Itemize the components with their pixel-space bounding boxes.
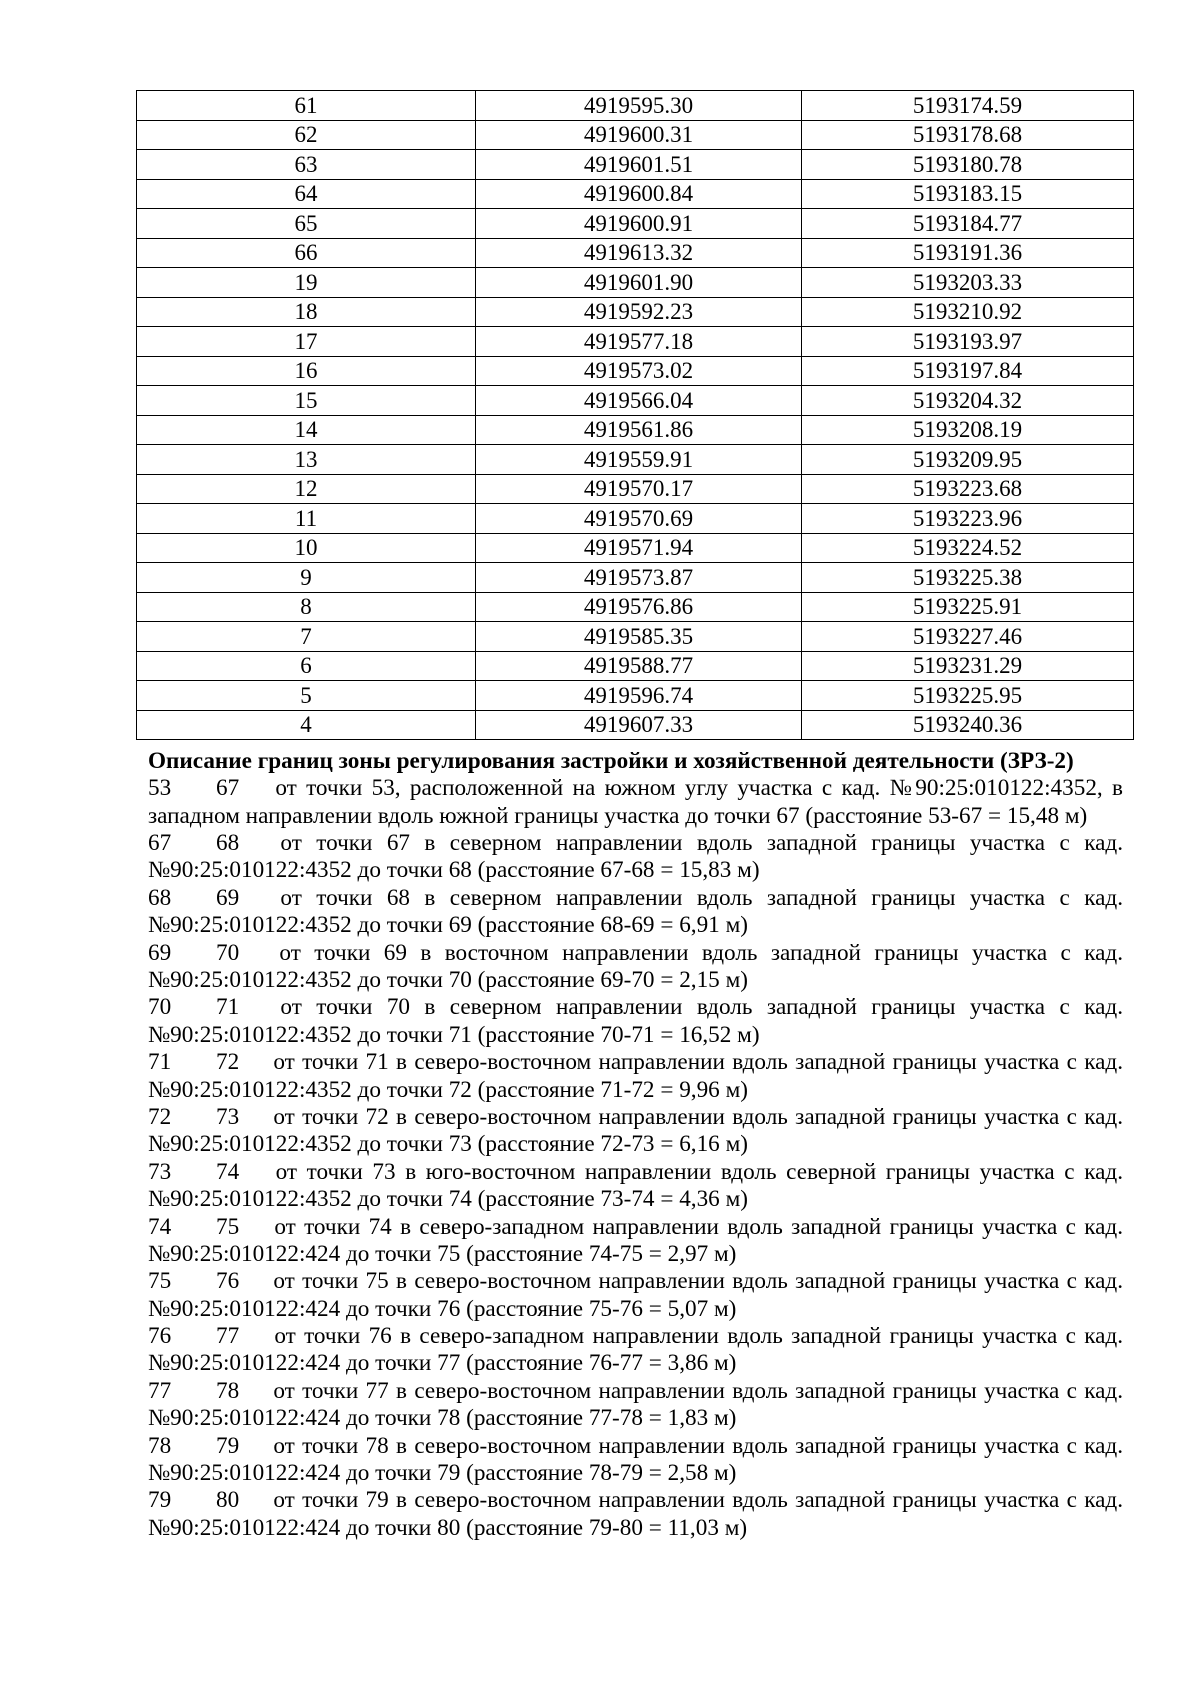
boundary-entry bbox=[148, 1268, 1123, 1323]
x-coordinate-cell: 4919601.90 bbox=[476, 268, 802, 298]
x-coordinate-cell: 4919573.02 bbox=[476, 356, 802, 386]
entry-text: от точки 76 в северо-западном направлении вдоль западной границы участка с кад. №90:25:010122:424 до точки 77 (расстояние 76-77 = 3,86 м) bbox=[148, 1323, 1124, 1377]
entry-text: от точки 67 в северном направлении вдоль западной границы участка с кад. №90:25:010122:4352 до точки 68 (расстояние 67-68 = 15,83 м) bbox=[148, 830, 1123, 884]
entry-text: от точки 73 в юго-восточном направлении вдоль северной границы участка с кад. №90:25:010122:4352 до точки 74 (расстояние 73-74 = 4,36 м) bbox=[148, 1158, 1123, 1213]
table-row bbox=[137, 150, 1134, 180]
entry-from-point: 76 bbox=[148, 1323, 172, 1350]
table-row bbox=[137, 474, 1134, 504]
boundary-entry bbox=[148, 1378, 1123, 1433]
x-coordinate-cell: 4919592.23 bbox=[476, 297, 802, 327]
point-number-cell: 17 bbox=[137, 327, 476, 357]
y-coordinate-cell: 5193223.68 bbox=[802, 474, 1134, 504]
x-coordinate-cell: 4919576.86 bbox=[476, 592, 802, 622]
entry-to-point: 73 bbox=[216, 1103, 240, 1130]
table-row bbox=[137, 710, 1134, 740]
table-row bbox=[137, 415, 1134, 445]
entry-from-point: 73 bbox=[148, 1158, 172, 1185]
x-coordinate-cell: 4919588.77 bbox=[476, 651, 802, 681]
entry-from-point: 53 bbox=[148, 775, 172, 802]
entry-from-point: 78 bbox=[148, 1432, 172, 1459]
point-number-cell: 7 bbox=[137, 622, 476, 652]
point-number-cell: 15 bbox=[137, 386, 476, 416]
boundary-entries-list bbox=[148, 775, 1123, 1542]
boundary-entry bbox=[148, 1049, 1123, 1104]
entry-to-point: 72 bbox=[216, 1049, 240, 1076]
entry-text: от точки 74 в северо-западном направлении вдоль западной границы участка с кад. №90:25:010122:424 до точки 75 (расстояние 74-75 = 2,97 м) bbox=[148, 1213, 1124, 1267]
section-title: Описание границ зоны регулирования застройки и хозяйственной деятельности (ЗРЗ-2) bbox=[148, 748, 1074, 774]
entry-from-point: 69 bbox=[148, 939, 172, 966]
boundary-entry bbox=[148, 1159, 1123, 1214]
boundary-entry bbox=[148, 1214, 1123, 1269]
table-row bbox=[137, 445, 1134, 475]
coordinates-table bbox=[136, 90, 1134, 740]
boundary-entry bbox=[148, 1433, 1123, 1488]
entry-to-point: 77 bbox=[216, 1323, 240, 1350]
point-number-cell: 63 bbox=[137, 150, 476, 180]
x-coordinate-cell: 4919600.31 bbox=[476, 120, 802, 150]
entry-to-point: 80 bbox=[216, 1487, 240, 1514]
x-coordinate-cell: 4919601.51 bbox=[476, 150, 802, 180]
x-coordinate-cell: 4919566.04 bbox=[476, 386, 802, 416]
table-row bbox=[137, 651, 1134, 681]
table-row bbox=[137, 533, 1134, 563]
x-coordinate-cell: 4919570.69 bbox=[476, 504, 802, 534]
boundary-entry bbox=[148, 830, 1123, 885]
entry-text: от точки 78 в северо-восточном направлении вдоль западной границы участка с кад. №90:25:010122:424 до точки 79 (расстояние 78-79 = 2,58 м) bbox=[148, 1432, 1123, 1486]
table-row bbox=[137, 327, 1134, 357]
y-coordinate-cell: 5193225.38 bbox=[802, 563, 1134, 593]
table-row bbox=[137, 622, 1134, 652]
boundary-entry bbox=[148, 1104, 1123, 1159]
entry-from-point: 79 bbox=[148, 1487, 172, 1514]
point-number-cell: 4 bbox=[137, 710, 476, 740]
table-row bbox=[137, 386, 1134, 416]
y-coordinate-cell: 5193197.84 bbox=[802, 356, 1134, 386]
point-number-cell: 9 bbox=[137, 563, 476, 593]
y-coordinate-cell: 5193180.78 bbox=[802, 150, 1134, 180]
x-coordinate-cell: 4919596.74 bbox=[476, 681, 802, 711]
x-coordinate-cell: 4919571.94 bbox=[476, 533, 802, 563]
boundary-entry bbox=[148, 1487, 1123, 1542]
y-coordinate-cell: 5193209.95 bbox=[802, 445, 1134, 475]
entry-from-point: 74 bbox=[148, 1213, 172, 1240]
table-row bbox=[137, 179, 1134, 209]
table-row bbox=[137, 268, 1134, 298]
y-coordinate-cell: 5193227.46 bbox=[802, 622, 1134, 652]
entry-text: от точки 75 в северо-восточном направлении вдоль западной границы участка с кад. №90:25:010122:424 до точки 76 (расстояние 75-76 = 5,07 м) bbox=[148, 1268, 1123, 1322]
entry-text: от точки 68 в северном направлении вдоль западной границы участка с кад. №90:25:010122:4352 до точки 69 (расстояние 68-69 = 6,91 м) bbox=[148, 884, 1123, 939]
point-number-cell: 61 bbox=[137, 91, 476, 121]
table-row bbox=[137, 504, 1134, 534]
y-coordinate-cell: 5193184.77 bbox=[802, 209, 1134, 239]
entry-text: от точки 71 в северо-восточном направлении вдоль западной границы участка с кад. №90:25:010122:4352 до точки 72 (расстояние 71-72 = 9,96 м) bbox=[148, 1049, 1123, 1103]
entry-text: от точки 79 в северо-восточном направлении вдоль западной границы участка с кад. №90:25:010122:424 до точки 80 (расстояние 79-80 = 11,03 м) bbox=[148, 1487, 1123, 1541]
boundary-entry bbox=[148, 775, 1123, 830]
zone-description-section bbox=[148, 748, 1123, 1542]
y-coordinate-cell: 5193193.97 bbox=[802, 327, 1134, 357]
entry-text: от точки 53, расположенной на южном углу участка с кад. №90:25:010122:4352, в западном направлении вдоль южной границы участка до точки 67 (расстояние 53-67 = 15,48 м) bbox=[148, 775, 1124, 829]
table-row bbox=[137, 563, 1134, 593]
table-row bbox=[137, 592, 1134, 622]
x-coordinate-cell: 4919607.33 bbox=[476, 710, 802, 740]
point-number-cell: 19 bbox=[137, 268, 476, 298]
table-row bbox=[137, 209, 1134, 239]
x-coordinate-cell: 4919600.84 bbox=[476, 179, 802, 209]
entry-from-point: 70 bbox=[148, 994, 172, 1021]
point-number-cell: 5 bbox=[137, 681, 476, 711]
x-coordinate-cell: 4919600.91 bbox=[476, 209, 802, 239]
y-coordinate-cell: 5193174.59 bbox=[802, 91, 1134, 121]
entry-text: от точки 77 в северо-восточном направлении вдоль западной границы участка с кад. №90:25:010122:424 до точки 78 (расстояние 77-78 = 1,83 м) bbox=[148, 1377, 1123, 1432]
y-coordinate-cell: 5193231.29 bbox=[802, 651, 1134, 681]
point-number-cell: 65 bbox=[137, 209, 476, 239]
entry-from-point: 71 bbox=[148, 1049, 172, 1076]
y-coordinate-cell: 5193225.95 bbox=[802, 681, 1134, 711]
entry-to-point: 67 bbox=[216, 775, 240, 802]
coordinates-table-body bbox=[137, 91, 1134, 740]
entry-to-point: 71 bbox=[216, 994, 240, 1021]
entry-text: от точки 69 в восточном направлении вдоль западной границы участка с кад. №90:25:010122:4352 до точки 70 (расстояние 69-70 = 2,15 м) bbox=[148, 939, 1124, 993]
boundary-entry bbox=[148, 940, 1123, 995]
entry-to-point: 74 bbox=[216, 1158, 240, 1185]
y-coordinate-cell: 5193178.68 bbox=[802, 120, 1134, 150]
entry-from-point: 77 bbox=[148, 1377, 172, 1404]
entry-to-point: 68 bbox=[216, 830, 240, 857]
table-row bbox=[137, 120, 1134, 150]
y-coordinate-cell: 5193210.92 bbox=[802, 297, 1134, 327]
x-coordinate-cell: 4919559.91 bbox=[476, 445, 802, 475]
y-coordinate-cell: 5193224.52 bbox=[802, 533, 1134, 563]
y-coordinate-cell: 5193223.96 bbox=[802, 504, 1134, 534]
boundary-entry bbox=[148, 1323, 1123, 1378]
boundary-entry bbox=[148, 994, 1123, 1049]
x-coordinate-cell: 4919577.18 bbox=[476, 327, 802, 357]
entry-from-point: 72 bbox=[148, 1103, 172, 1130]
entry-to-point: 69 bbox=[216, 884, 240, 911]
x-coordinate-cell: 4919561.86 bbox=[476, 415, 802, 445]
point-number-cell: 12 bbox=[137, 474, 476, 504]
x-coordinate-cell: 4919570.17 bbox=[476, 474, 802, 504]
point-number-cell: 16 bbox=[137, 356, 476, 386]
entry-to-point: 76 bbox=[216, 1268, 240, 1295]
table-row bbox=[137, 681, 1134, 711]
point-number-cell: 13 bbox=[137, 445, 476, 475]
point-number-cell: 66 bbox=[137, 238, 476, 268]
entry-from-point: 75 bbox=[148, 1268, 172, 1295]
entry-to-point: 79 bbox=[216, 1432, 240, 1459]
x-coordinate-cell: 4919595.30 bbox=[476, 91, 802, 121]
x-coordinate-cell: 4919613.32 bbox=[476, 238, 802, 268]
point-number-cell: 62 bbox=[137, 120, 476, 150]
table-row bbox=[137, 238, 1134, 268]
entry-from-point: 67 bbox=[148, 830, 172, 857]
table-row bbox=[137, 91, 1134, 121]
y-coordinate-cell: 5193204.32 bbox=[802, 386, 1134, 416]
x-coordinate-cell: 4919573.87 bbox=[476, 563, 802, 593]
boundary-entry bbox=[148, 885, 1123, 940]
point-number-cell: 18 bbox=[137, 297, 476, 327]
y-coordinate-cell: 5193203.33 bbox=[802, 268, 1134, 298]
entry-to-point: 75 bbox=[216, 1213, 240, 1240]
entry-to-point: 78 bbox=[216, 1377, 240, 1404]
y-coordinate-cell: 5193225.91 bbox=[802, 592, 1134, 622]
entry-text: от точки 70 в северном направлении вдоль западной границы участка с кад. №90:25:010122:4352 до точки 71 (расстояние 70-71 = 16,52 м) bbox=[148, 994, 1123, 1048]
point-number-cell: 6 bbox=[137, 651, 476, 681]
y-coordinate-cell: 5193208.19 bbox=[802, 415, 1134, 445]
y-coordinate-cell: 5193240.36 bbox=[802, 710, 1134, 740]
point-number-cell: 64 bbox=[137, 179, 476, 209]
table-row bbox=[137, 297, 1134, 327]
entry-from-point: 68 bbox=[148, 884, 172, 911]
point-number-cell: 11 bbox=[137, 504, 476, 534]
x-coordinate-cell: 4919585.35 bbox=[476, 622, 802, 652]
entry-to-point: 70 bbox=[216, 939, 240, 966]
point-number-cell: 10 bbox=[137, 533, 476, 563]
y-coordinate-cell: 5193191.36 bbox=[802, 238, 1134, 268]
entry-text: от точки 72 в северо-восточном направлении вдоль западной границы участка с кад. №90:25:010122:4352 до точки 73 (расстояние 72-73 = 6,16 м) bbox=[148, 1103, 1123, 1158]
table-row bbox=[137, 356, 1134, 386]
point-number-cell: 8 bbox=[137, 592, 476, 622]
point-number-cell: 14 bbox=[137, 415, 476, 445]
y-coordinate-cell: 5193183.15 bbox=[802, 179, 1134, 209]
